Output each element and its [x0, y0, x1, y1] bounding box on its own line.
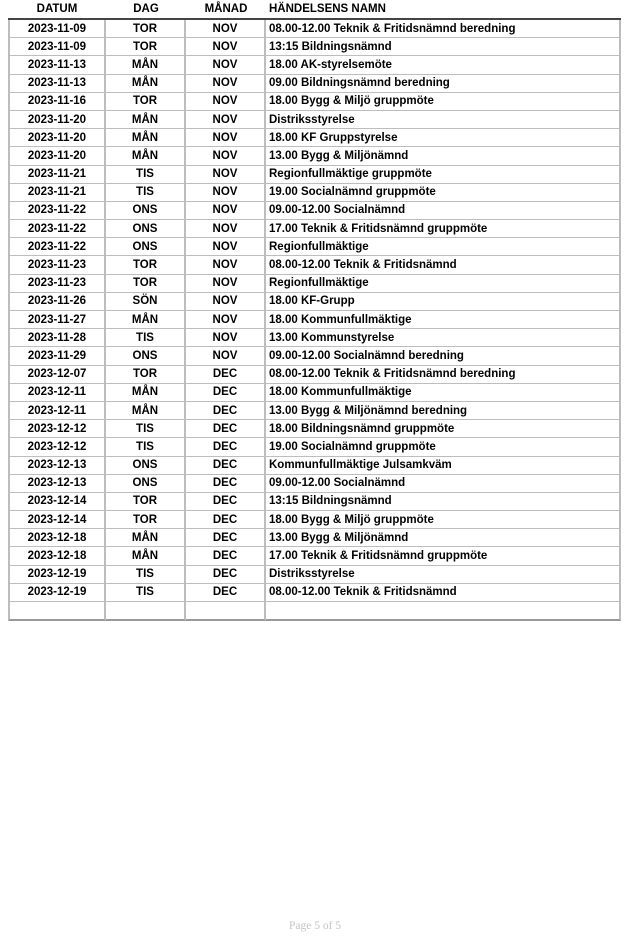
cell-date: 2023-12-14	[8, 493, 106, 511]
cell-month: DEC	[186, 584, 266, 602]
table-row	[8, 220, 621, 238]
table-row	[8, 238, 621, 256]
table-row	[8, 347, 621, 365]
page-footer: Page 5 of 5	[288, 920, 342, 932]
table-row	[8, 584, 621, 602]
table-row	[8, 56, 621, 74]
cell-month: NOV	[186, 256, 266, 274]
cell-month: DEC	[186, 493, 266, 511]
cell-day: MÅN	[106, 529, 186, 547]
cell-day: ONS	[106, 347, 186, 365]
cell-day: TIS	[106, 166, 186, 184]
cell-month: NOV	[186, 275, 266, 293]
cell-month: NOV	[186, 147, 266, 165]
header-date: DATUM	[8, 0, 106, 20]
cell-date: 2023-12-18	[8, 547, 106, 565]
cell-month: NOV	[186, 56, 266, 74]
table-row	[8, 75, 621, 93]
table-row	[8, 111, 621, 129]
table-row	[8, 147, 621, 165]
cell-day: ONS	[106, 475, 186, 493]
cell-date: 2023-11-13	[8, 75, 106, 93]
cell-event-name: 17.00 Teknik & Fritidsnämnd gruppmöte	[266, 547, 621, 565]
cell-event-name: 13.00 Bygg & Miljönämnd beredning	[266, 402, 621, 420]
table-row	[8, 293, 621, 311]
cell-month: NOV	[186, 238, 266, 256]
table-row	[8, 329, 621, 347]
cell-date: 2023-12-19	[8, 566, 106, 584]
cell-date: 2023-12-11	[8, 402, 106, 420]
cell-event-name: 08.00-12.00 Teknik & Fritidsnämnd	[266, 584, 621, 602]
cell-date: 2023-11-22	[8, 238, 106, 256]
cell-event-name: Regionfullmäktige gruppmöte	[266, 166, 621, 184]
cell-day: SÖN	[106, 293, 186, 311]
cell-date: 2023-11-26	[8, 293, 106, 311]
cell-event-name: 19.00 Socialnämnd gruppmöte	[266, 184, 621, 202]
cell-event-name: 19.00 Socialnämnd gruppmöte	[266, 438, 621, 456]
cell-event-name: 08.00-12.00 Teknik & Fritidsnämnd beredning	[266, 366, 621, 384]
cell-month: NOV	[186, 129, 266, 147]
cell-event-name: 18.00 Bildningsnämnd gruppmöte	[266, 420, 621, 438]
table-row	[8, 366, 621, 384]
cell-day: TIS	[106, 566, 186, 584]
cell-day: ONS	[106, 220, 186, 238]
header-row	[8, 0, 621, 20]
cell-month: DEC	[186, 547, 266, 565]
table-row	[8, 20, 621, 38]
cell-month: DEC	[186, 366, 266, 384]
cell-month: DEC	[186, 457, 266, 475]
empty-cell	[266, 602, 621, 621]
cell-month: DEC	[186, 384, 266, 402]
cell-day: MÅN	[106, 384, 186, 402]
cell-event-name: 13:15 Bildningsnämnd	[266, 493, 621, 511]
table-row	[8, 511, 621, 529]
cell-event-name: 13.00 Kommunstyrelse	[266, 329, 621, 347]
table-header	[8, 0, 621, 20]
table-row	[8, 493, 621, 511]
header-event-name: HÄNDELSENS NAMN	[266, 0, 621, 20]
cell-event-name: 09.00-12.00 Socialnämnd beredning	[266, 347, 621, 365]
cell-day: TOR	[106, 256, 186, 274]
cell-day: TOR	[106, 366, 186, 384]
cell-day: MÅN	[106, 547, 186, 565]
cell-day: MÅN	[106, 402, 186, 420]
cell-date: 2023-11-13	[8, 56, 106, 74]
cell-month: DEC	[186, 438, 266, 456]
table-row	[8, 275, 621, 293]
table-row	[8, 93, 621, 111]
cell-date: 2023-11-27	[8, 311, 106, 329]
cell-day: MÅN	[106, 311, 186, 329]
cell-event-name: Distriksstyrelse	[266, 566, 621, 584]
cell-date: 2023-11-22	[8, 220, 106, 238]
empty-cell	[186, 602, 266, 621]
header-month: MÅNAD	[186, 0, 266, 20]
table-row	[8, 38, 621, 56]
cell-day: MÅN	[106, 75, 186, 93]
cell-month: DEC	[186, 511, 266, 529]
cell-event-name: 13.00 Bygg & Miljönämnd	[266, 529, 621, 547]
cell-date: 2023-11-29	[8, 347, 106, 365]
cell-date: 2023-12-12	[8, 420, 106, 438]
table-row	[8, 529, 621, 547]
cell-event-name: Regionfullmäktige	[266, 238, 621, 256]
cell-event-name: 09.00-12.00 Socialnämnd	[266, 475, 621, 493]
cell-day: MÅN	[106, 111, 186, 129]
cell-day: TOR	[106, 493, 186, 511]
cell-day: MÅN	[106, 147, 186, 165]
cell-event-name: Distriksstyrelse	[266, 111, 621, 129]
cell-date: 2023-12-18	[8, 529, 106, 547]
cell-event-name: 18.00 Kommunfullmäktige	[266, 311, 621, 329]
cell-month: NOV	[186, 20, 266, 38]
cell-month: NOV	[186, 75, 266, 93]
cell-event-name: 09.00 Bildningsnämnd beredning	[266, 75, 621, 93]
cell-month: NOV	[186, 347, 266, 365]
table-body	[8, 20, 621, 621]
table-row-empty	[8, 602, 621, 621]
cell-month: NOV	[186, 166, 266, 184]
cell-month: NOV	[186, 220, 266, 238]
cell-day: ONS	[106, 457, 186, 475]
cell-day: TOR	[106, 38, 186, 56]
cell-month: NOV	[186, 202, 266, 220]
cell-month: DEC	[186, 566, 266, 584]
table-row	[8, 184, 621, 202]
table-row	[8, 420, 621, 438]
cell-day: TOR	[106, 93, 186, 111]
cell-date: 2023-11-23	[8, 275, 106, 293]
cell-day: ONS	[106, 238, 186, 256]
cell-date: 2023-11-28	[8, 329, 106, 347]
cell-date: 2023-11-20	[8, 147, 106, 165]
cell-event-name: 18.00 AK-styrelsemöte	[266, 56, 621, 74]
cell-date: 2023-12-12	[8, 438, 106, 456]
cell-date: 2023-11-09	[8, 38, 106, 56]
schedule-sheet	[8, 0, 621, 621]
cell-event-name: 08.00-12.00 Teknik & Fritidsnämnd	[266, 256, 621, 274]
table-row	[8, 311, 621, 329]
cell-day: MÅN	[106, 56, 186, 74]
table-row	[8, 475, 621, 493]
table-row	[8, 438, 621, 456]
cell-event-name: 18.00 Kommunfullmäktige	[266, 384, 621, 402]
table-row	[8, 457, 621, 475]
cell-month: DEC	[186, 402, 266, 420]
cell-date: 2023-11-22	[8, 202, 106, 220]
cell-day: TOR	[106, 20, 186, 38]
cell-date: 2023-12-11	[8, 384, 106, 402]
table-row	[8, 566, 621, 584]
cell-event-name: 17.00 Teknik & Fritidsnämnd gruppmöte	[266, 220, 621, 238]
cell-date: 2023-12-13	[8, 457, 106, 475]
cell-day: TIS	[106, 184, 186, 202]
cell-day: TIS	[106, 420, 186, 438]
cell-event-name: 13:15 Bildningsnämnd	[266, 38, 621, 56]
cell-month: NOV	[186, 93, 266, 111]
cell-event-name: 18.00 Bygg & Miljö gruppmöte	[266, 93, 621, 111]
cell-date: 2023-11-21	[8, 166, 106, 184]
cell-month: NOV	[186, 38, 266, 56]
cell-month: NOV	[186, 329, 266, 347]
cell-day: TIS	[106, 584, 186, 602]
table-row	[8, 166, 621, 184]
cell-date: 2023-11-21	[8, 184, 106, 202]
cell-month: DEC	[186, 420, 266, 438]
cell-date: 2023-12-14	[8, 511, 106, 529]
cell-date: 2023-11-20	[8, 129, 106, 147]
table-row	[8, 384, 621, 402]
table-row	[8, 402, 621, 420]
cell-month: NOV	[186, 111, 266, 129]
cell-event-name: 18.00 KF-Grupp	[266, 293, 621, 311]
cell-month: DEC	[186, 475, 266, 493]
cell-month: NOV	[186, 311, 266, 329]
cell-event-name: 09.00-12.00 Socialnämnd	[266, 202, 621, 220]
cell-event-name: Regionfullmäktige	[266, 275, 621, 293]
cell-month: NOV	[186, 184, 266, 202]
events-table	[8, 0, 621, 621]
cell-month: NOV	[186, 293, 266, 311]
cell-day: TIS	[106, 329, 186, 347]
table-row	[8, 202, 621, 220]
cell-day: TIS	[106, 438, 186, 456]
cell-date: 2023-11-16	[8, 93, 106, 111]
cell-day: TOR	[106, 275, 186, 293]
cell-date: 2023-12-07	[8, 366, 106, 384]
cell-month: DEC	[186, 529, 266, 547]
cell-event-name: 08.00-12.00 Teknik & Fritidsnämnd beredning	[266, 20, 621, 38]
empty-cell	[8, 602, 106, 621]
cell-event-name: 13.00 Bygg & Miljönämnd	[266, 147, 621, 165]
cell-date: 2023-12-13	[8, 475, 106, 493]
table-row	[8, 129, 621, 147]
table-row	[8, 547, 621, 565]
empty-cell	[106, 602, 186, 621]
cell-event-name: 18.00 Bygg & Miljö gruppmöte	[266, 511, 621, 529]
cell-day: ONS	[106, 202, 186, 220]
cell-event-name: Kommunfullmäktige Julsamkväm	[266, 457, 621, 475]
cell-date: 2023-11-23	[8, 256, 106, 274]
cell-day: MÅN	[106, 129, 186, 147]
cell-date: 2023-12-19	[8, 584, 106, 602]
cell-date: 2023-11-20	[8, 111, 106, 129]
header-day: DAG	[106, 0, 186, 20]
cell-event-name: 18.00 KF Gruppstyrelse	[266, 129, 621, 147]
cell-date: 2023-11-09	[8, 20, 106, 38]
cell-day: TOR	[106, 511, 186, 529]
table-row	[8, 256, 621, 274]
